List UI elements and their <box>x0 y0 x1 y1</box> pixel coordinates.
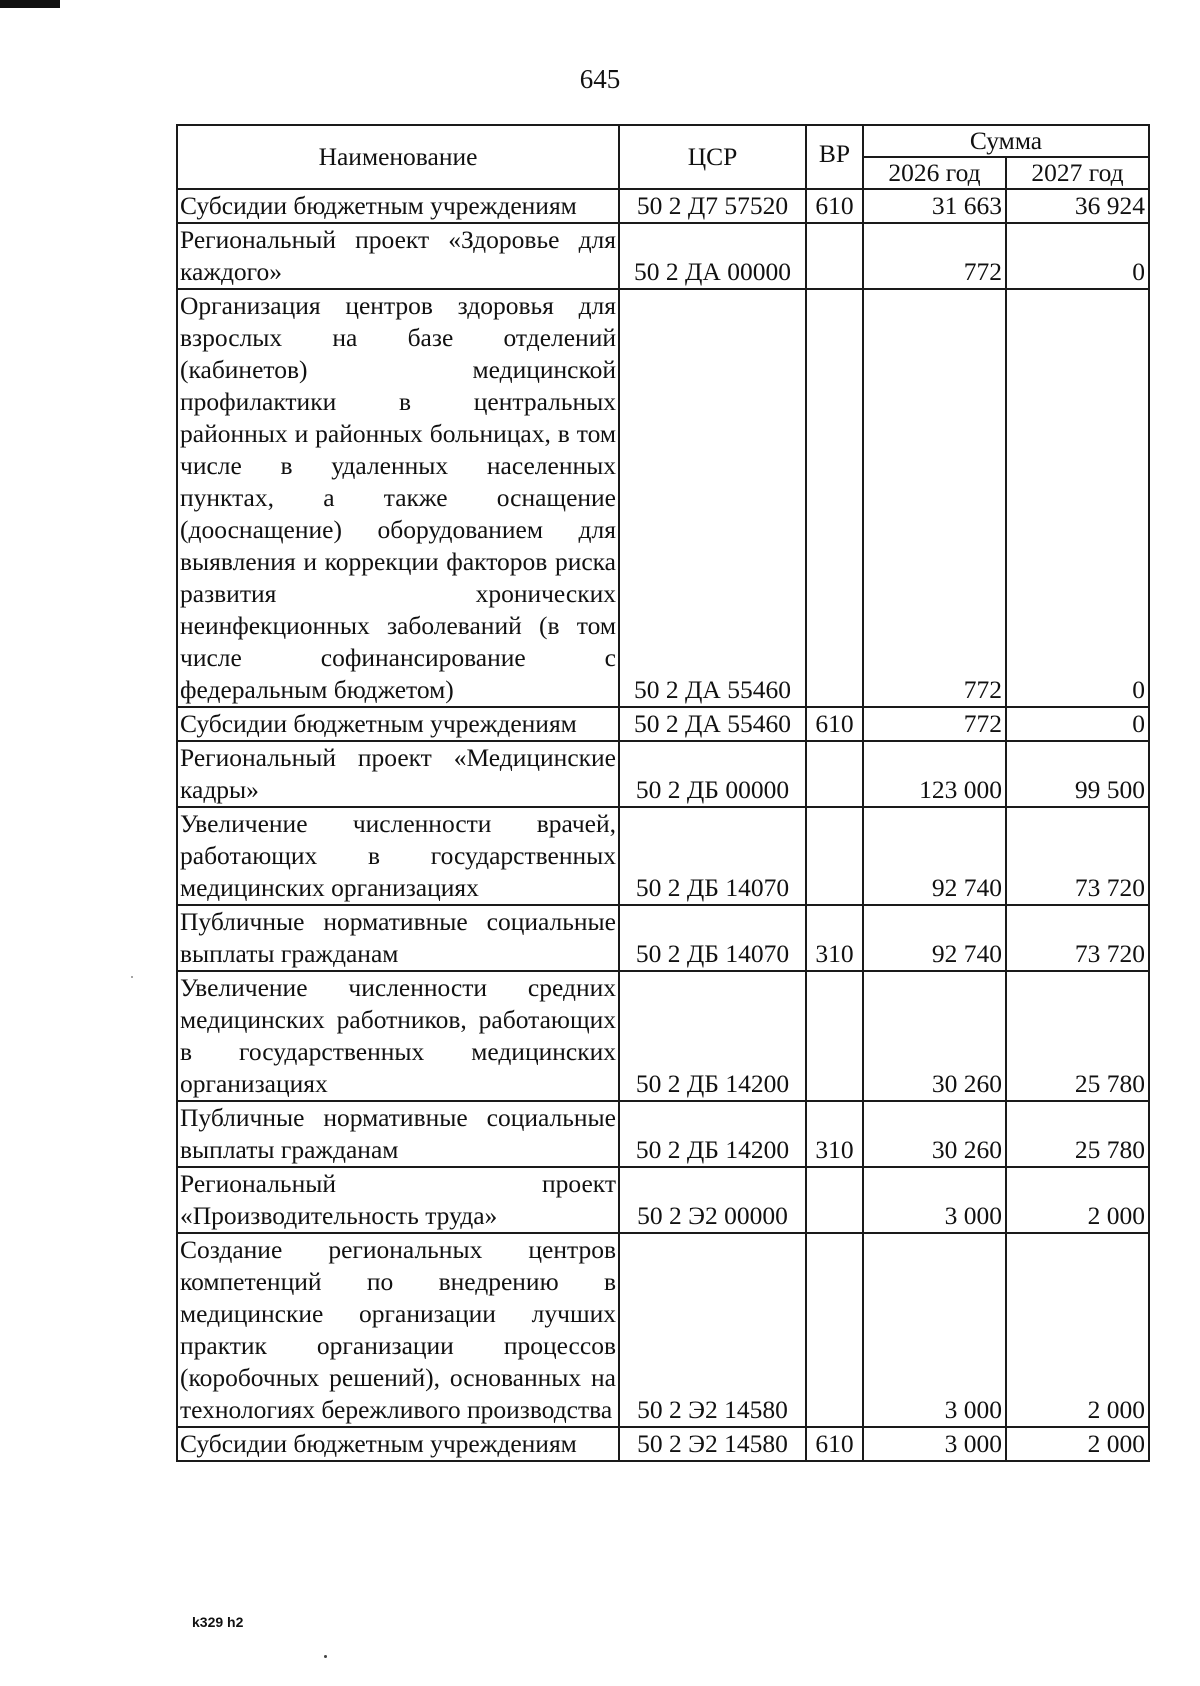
row-vr <box>806 741 863 807</box>
table-row <box>177 707 1149 741</box>
table-row <box>177 807 1149 905</box>
row-csr: 50 2 ДБ 14070 <box>619 807 806 905</box>
row-name: Увеличение численности врачей, работающих в государственных медицинских организациях <box>177 807 619 905</box>
page-number: 645 <box>579 64 621 94</box>
row-amount-2027: 0 <box>1006 289 1149 707</box>
row-amount-2027: 0 <box>1006 223 1149 289</box>
row-amount-2027: 25 780 <box>1006 971 1149 1101</box>
row-amount-2026: 772 <box>863 289 1006 707</box>
table-row <box>177 1233 1149 1427</box>
row-amount-2026: 772 <box>863 223 1006 289</box>
row-vr <box>806 971 863 1101</box>
table-row <box>177 741 1149 807</box>
header-csr: ЦСР <box>619 125 806 189</box>
row-vr <box>806 807 863 905</box>
table-row <box>177 1167 1149 1233</box>
table-row <box>177 223 1149 289</box>
row-csr: 50 2 ДБ 14070 <box>619 905 806 971</box>
table-row <box>177 289 1149 707</box>
row-amount-2027: 36 924 <box>1006 189 1149 223</box>
table-row <box>177 189 1149 223</box>
row-amount-2026: 3 000 <box>863 1167 1006 1233</box>
row-vr: 310 <box>806 905 863 971</box>
row-amount-2027: 73 720 <box>1006 905 1149 971</box>
table-body <box>177 189 1149 1461</box>
row-amount-2027: 25 780 <box>1006 1101 1149 1167</box>
row-csr: 50 2 ДБ 14200 <box>619 1101 806 1167</box>
row-name: Региональный проект «Производительность труда» <box>177 1167 619 1233</box>
row-amount-2027: 2 000 <box>1006 1167 1149 1233</box>
scan-speck <box>131 976 133 978</box>
row-amount-2027: 99 500 <box>1006 741 1149 807</box>
row-name: Региональный проект «Здоровье для каждого» <box>177 223 619 289</box>
row-name: Субсидии бюджетным учреждениям <box>177 189 619 223</box>
row-amount-2027: 2 000 <box>1006 1427 1149 1461</box>
table-row <box>177 1427 1149 1461</box>
table-row <box>177 1101 1149 1167</box>
scan-speck <box>324 1655 327 1658</box>
row-amount-2026: 3 000 <box>863 1427 1006 1461</box>
row-amount-2026: 123 000 <box>863 741 1006 807</box>
row-csr: 50 2 Э2 14580 <box>619 1233 806 1427</box>
row-amount-2026: 92 740 <box>863 807 1006 905</box>
row-amount-2026: 92 740 <box>863 905 1006 971</box>
row-csr: 50 2 ДА 00000 <box>619 223 806 289</box>
row-name: Создание региональных центров компетенций по внедрению в медицинские организации лучших практик организации процессов (коробочных решений), основанных на технологиях бережливого производства <box>177 1233 619 1427</box>
row-name: Увеличение численности средних медицинских работников, работающих в государственных медицинских организациях <box>177 971 619 1101</box>
row-csr: 50 2 ДБ 14200 <box>619 971 806 1101</box>
row-amount-2026: 3 000 <box>863 1233 1006 1427</box>
header-year-2026: 2026 год <box>863 157 1006 189</box>
budget-table <box>176 124 1150 1462</box>
row-amount-2026: 772 <box>863 707 1006 741</box>
row-vr <box>806 1233 863 1427</box>
row-csr: 50 2 ДА 55460 <box>619 289 806 707</box>
row-vr <box>806 289 863 707</box>
scan-edge-mark <box>0 0 60 8</box>
header-vr: ВР <box>806 125 863 189</box>
table-row <box>177 971 1149 1101</box>
row-csr: 50 2 ДА 55460 <box>619 707 806 741</box>
row-amount-2026: 30 260 <box>863 971 1006 1101</box>
row-name: Организация центров здоровья для взрослых на базе отделений (кабинетов) медицинской профилактики в центральных районных и районных больницах, в том числе в удаленных населенных пунктах, а также оснащение (дооснащение) оборудованием для выявления и коррекции факторов риска развития хронических неинфекционных заболеваний (в том числе софинансирование с федеральным бюджетом) <box>177 289 619 707</box>
row-vr: 610 <box>806 1427 863 1461</box>
row-amount-2026: 30 260 <box>863 1101 1006 1167</box>
row-vr: 610 <box>806 707 863 741</box>
row-vr: 310 <box>806 1101 863 1167</box>
row-amount-2027: 0 <box>1006 707 1149 741</box>
row-name: Региональный проект «Медицинские кадры» <box>177 741 619 807</box>
footer-code: k329 h2 <box>192 1614 244 1630</box>
row-name: Субсидии бюджетным учреждениям <box>177 1427 619 1461</box>
row-name: Публичные нормативные социальные выплаты гражданам <box>177 905 619 971</box>
row-csr: 50 2 Э2 00000 <box>619 1167 806 1233</box>
row-vr <box>806 223 863 289</box>
table-header <box>177 125 1149 189</box>
header-sum: Сумма <box>863 125 1149 157</box>
row-csr: 50 2 Э2 14580 <box>619 1427 806 1461</box>
row-vr: 610 <box>806 189 863 223</box>
row-vr <box>806 1167 863 1233</box>
table-row <box>177 905 1149 971</box>
header-name: Наименование <box>177 125 619 189</box>
row-amount-2027: 73 720 <box>1006 807 1149 905</box>
row-name: Субсидии бюджетным учреждениям <box>177 707 619 741</box>
row-name: Публичные нормативные социальные выплаты гражданам <box>177 1101 619 1167</box>
row-csr: 50 2 Д7 57520 <box>619 189 806 223</box>
header-year-2027: 2027 год <box>1006 157 1149 189</box>
row-amount-2026: 31 663 <box>863 189 1006 223</box>
row-csr: 50 2 ДБ 00000 <box>619 741 806 807</box>
row-amount-2027: 2 000 <box>1006 1233 1149 1427</box>
